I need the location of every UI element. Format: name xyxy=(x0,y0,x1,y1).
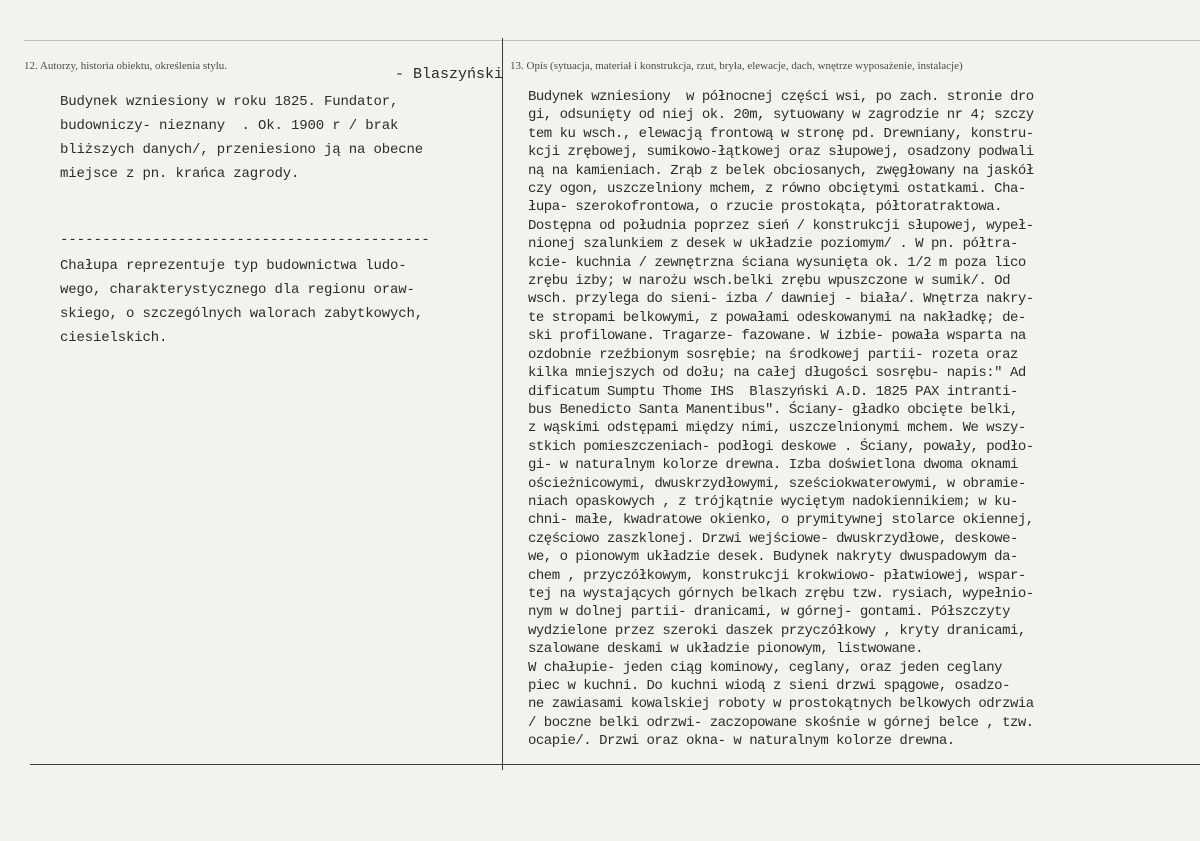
description-line: z wąskimi odstępami między nimi, uszczelnionymi mchem. We wszy- xyxy=(528,420,1026,437)
history-line: budowniczy- nieznany . Ok. 1900 r / brak xyxy=(60,118,399,134)
column-divider xyxy=(502,38,503,770)
section-13-header: 13. Opis (sytuacja, materiał i konstrukcja, rzut, bryła, elewacje, dach, wnętrze wyposażenie, instalacje) xyxy=(510,60,963,72)
style-line: ciesielskich. xyxy=(60,330,168,346)
description-line: częściowo zaszklonej. Drzwi wejściowe- dwuskrzydłowe, deskowe- xyxy=(528,530,1018,547)
description-line: ocapie/. Drzwi oraz okna- w naturalnym kolorze drewna. xyxy=(528,733,955,750)
description-line: czy ogon, uszczelniony mchem, z równo obciętymi ostatkami. Cha- xyxy=(528,181,1026,198)
description-line: kcji zrębowej, sumikowo-łątkowej oraz słupowej, osadzony podwali xyxy=(528,144,1034,161)
description-line: ościeżnicowymi, dwuskrzydłowymi, sześciokwaterowymi, w obramie- xyxy=(528,475,1026,492)
handwritten-annotation: - Blaszyński xyxy=(395,66,504,83)
description-line: Budynek wzniesiony w północnej części wsi, po zach. stronie dro xyxy=(528,89,1034,105)
top-rule xyxy=(24,40,1200,41)
style-line: Chałupa reprezentuje typ budownictwa ludo- xyxy=(60,258,407,274)
style-text xyxy=(60,254,423,350)
description-line: gi, odsunięty od niej ok. 20m, sytuowany w zagrodzie nr 4; szczy xyxy=(528,107,1034,124)
description-line: W chałupie- jeden ciąg kominowy, ceglany, oraz jeden ceglany xyxy=(528,659,1003,676)
description-line: kcie- kuchnia / zewnętrzna ściana wysunięta ok. 1/2 m poza lico xyxy=(528,254,1026,271)
description-line: kilka mniejszych od dołu; na całej długości sosrębu- napis:" Ad xyxy=(528,365,1026,382)
bottom-rule xyxy=(30,764,1200,765)
description-line: nionej szalunkiem z desek w układzie poziomym/ . W pn. półtra- xyxy=(528,236,1018,253)
dash-separator: -------------------------------------------- xyxy=(60,232,430,248)
description-line: bus Benedicto Santa Manentibus". Ściany- gładko obcięte belki, xyxy=(528,401,1018,418)
description-line: chem , przyczółkowym, konstrukcji krokwiowo- płatwiowej, wspar- xyxy=(528,567,1026,584)
description-line: wydzielone przez szeroki daszek przyczółkowy , kryty dranicami, xyxy=(528,622,1026,639)
description-line: gi- w naturalnym kolorze drewna. Izba doświetlona dwoma oknami xyxy=(528,457,1018,474)
description-line: wsch. przylega do sieni- izba / dawniej - biała/. Wnętrza nakry- xyxy=(528,291,1034,308)
description-line: chni- małe, kwadratowe okienko, o prymitywnej stolarce okiennej, xyxy=(528,512,1034,529)
description-line: łupa- szerokofrontowa, o rzucie prostokąta, półtoratraktowa. xyxy=(528,199,1003,216)
history-line: bliższych danych/, przeniesiono ją na obecne xyxy=(60,142,424,158)
description-line: niach opaskowych , z trójkątnie wyciętym nadokiennikiem; w ku- xyxy=(528,493,1018,510)
history-line: miejsce z pn. krańca zagrody. xyxy=(60,166,300,182)
description-line: Dostępna od południa poprzez sień / konstrukcji słupowej, wypeł- xyxy=(528,217,1034,234)
style-line: wego, charakterystycznego dla regionu oraw- xyxy=(60,282,415,298)
description-line: ozdobnie rzeźbionym sosrębie; na środkowej partii- rozeta oraz xyxy=(528,346,1018,363)
description-line: stkich pomieszczeniach- podłogi deskowe . Ściany, powały, podło- xyxy=(528,438,1034,455)
description-line: szalowane deskami w układzie pionowym, listwowane. xyxy=(528,641,924,658)
description-line: te stropami belkowymi, z powałami odeskowanymi na nakładkę; de- xyxy=(528,309,1026,326)
description-text xyxy=(528,88,1034,751)
description-line: nym w dolnej partii- dranicami, w górnej- gontami. Półszczyty xyxy=(528,604,1010,621)
section-12-header: 12. Autorzy, historia obiektu, określenia stylu. xyxy=(24,60,228,72)
description-line: tej na wystających górnych belkach zrębu tzw. rysiach, wypełnio- xyxy=(528,585,1034,602)
history-text xyxy=(60,90,423,186)
description-line: tem ku wsch., elewacją frontową w stronę pd. Drewniany, konstru- xyxy=(528,125,1034,142)
description-line: piec w kuchni. Do kuchni wiodą z sieni drzwi spągowe, osadzo- xyxy=(528,678,1010,694)
description-line: ną na kamieniach. Zrąb z belek obciosanych, zwęgłowany na jaskół xyxy=(528,162,1034,179)
history-line: Budynek wzniesiony w roku 1825. Fundator, xyxy=(60,94,399,110)
description-line: we, o pionowym układzie desek. Budynek nakryty dwuspadowym da- xyxy=(528,549,1018,566)
description-line: ski profilowane. Tragarze- fazowane. W izbie- powała wsparta na xyxy=(528,328,1026,345)
description-line: ne zawiasami kowalskiej roboty w prostokątnych belkowych odrzwia xyxy=(528,696,1034,713)
description-line: dificatum Sumptu Thome IHS Blaszyński A.D. 1825 PAX intranti- xyxy=(528,383,1018,400)
description-line: / boczne belki odrzwi- zaczopowane skośnie w górnej belce , tzw. xyxy=(528,714,1034,731)
style-line: skiego, o szczególnych walorach zabytkowych, xyxy=(60,306,424,322)
description-line: zrębu izby; w narożu wsch.belki zrębu wpuszczone w sumik/. Od xyxy=(528,273,1010,290)
